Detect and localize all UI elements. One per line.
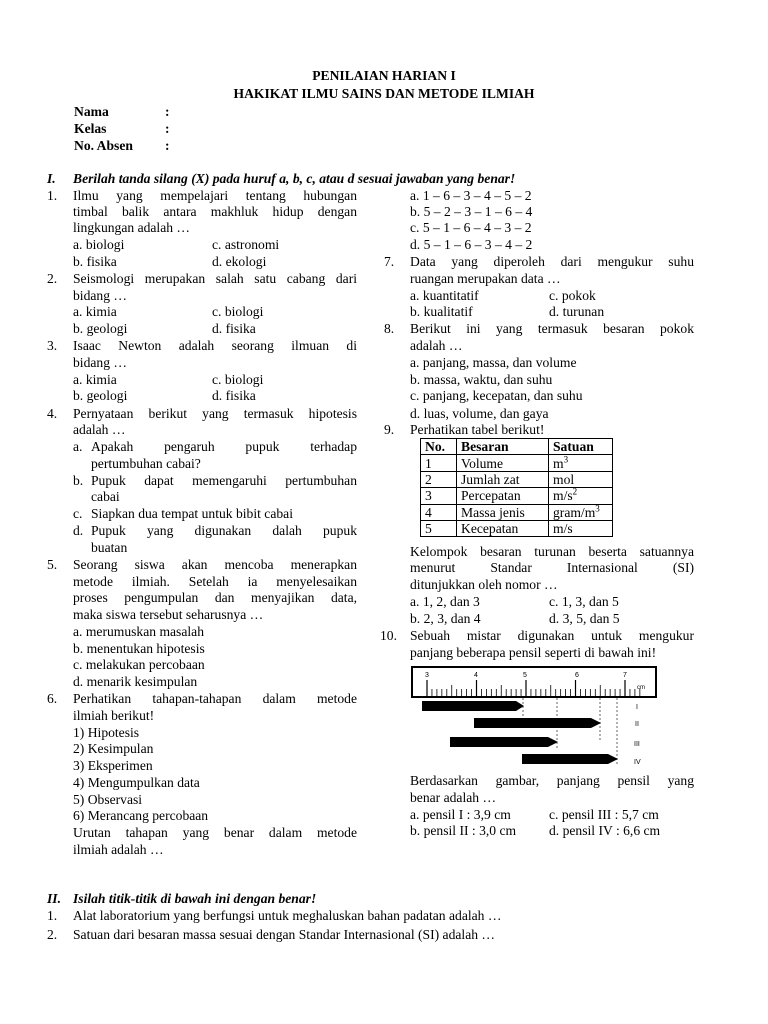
q4-option-a-text: Apakah pengaruh pupuk terhadap	[91, 439, 357, 454]
q4-option-a-letter: a.	[73, 439, 83, 454]
q6-step: 3) Eksperimen	[73, 758, 153, 773]
q6-text-line: ilmiah berikut!	[73, 708, 155, 723]
essay-1-number: 1.	[47, 908, 58, 923]
q7-option-c: c. pokok	[549, 288, 596, 303]
ruler-number: 4	[474, 672, 478, 679]
q5-text-line: maka siswa tersebut seharusnya …	[73, 607, 264, 622]
q5-option-c: c. melakukan percobaan	[73, 657, 205, 672]
q5-text-line: metode ilmiah. Setelah ia menyelesaikan	[73, 574, 357, 589]
q2-option-c: c. biologi	[212, 304, 264, 319]
table-cell-besaran: Massa jenis	[457, 504, 549, 520]
pencil-2	[474, 718, 601, 728]
q3-text-line: Isaac Newton adalah seorang ilmuan di	[73, 338, 357, 353]
no-absen-colon: :	[165, 138, 170, 153]
table-header-row	[421, 439, 613, 455]
ruler-number: 3	[425, 672, 429, 679]
q1-option-d: d. ekologi	[212, 254, 267, 269]
q6-step: 1) Hipotesis	[73, 725, 140, 740]
q10-after-line: Berdasarkan gambar, panjang pensil yang	[410, 773, 694, 788]
q6-text-line: Perhatikan tahapan-tahapan dalam metode	[73, 691, 357, 706]
q1-option-a: a. biologi	[73, 237, 125, 252]
q9-number: 9.	[384, 422, 395, 437]
table-row	[421, 504, 613, 520]
table-cell-besaran: Percepatan	[457, 488, 549, 504]
table-cell-no: 3	[421, 488, 457, 504]
q4-option-b-letter: b.	[73, 473, 84, 488]
q6-step: 5) Observasi	[73, 792, 143, 807]
q9-option-c: c. 1, 3, dan 5	[549, 594, 619, 609]
ruler-body	[412, 667, 656, 697]
table-cell-satuan: $m^3$	[549, 455, 613, 471]
q5-number: 5.	[47, 557, 58, 572]
q3-option-b: b. geologi	[73, 388, 128, 403]
q3-text-line: bidang …	[73, 355, 127, 370]
table-header-satuan: Satuan	[549, 439, 613, 455]
table-header-no: No.	[421, 439, 457, 455]
q4-option-d-letter: d.	[73, 523, 84, 538]
kelas-colon: :	[165, 121, 170, 136]
q5-option-a: a. merumuskan masalah	[73, 624, 204, 639]
q4-option-b-text: Pupuk dapat memengaruhi pertumbuhan	[91, 473, 357, 488]
q7-text-line: ruangan merupakan data …	[410, 271, 561, 286]
table-cell-no: 4	[421, 504, 457, 520]
q6-option-b: b. 5 – 2 – 3 – 1 – 6 – 4	[410, 204, 533, 219]
q2-option-d: d. fisika	[212, 321, 256, 336]
q10-number: 10.	[380, 628, 397, 643]
section-1-instruction: Berilah tanda silang (X) pada huruf a, b, c, atau d sesuai jawaban yang benar!	[73, 171, 516, 186]
q4-option-a-text: pertumbuhan cabai?	[91, 456, 201, 471]
pencil-label: IV	[634, 759, 641, 766]
q8-text-line: Berikut ini yang termasuk besaran pokok	[410, 321, 694, 336]
nama-colon: :	[165, 104, 170, 119]
q1-text-line: lingkungan adalah …	[73, 220, 191, 235]
ruler-pencil-figure	[408, 664, 666, 768]
q8-number: 8.	[384, 321, 395, 336]
table-row	[421, 488, 613, 504]
pencil-label: I	[636, 704, 638, 711]
q2-option-b: b. geologi	[73, 321, 128, 336]
q7-option-a: a. kuantitatif	[410, 288, 479, 303]
q6-step: 2) Kesimpulan	[73, 741, 154, 756]
essay-2-text: Satuan dari besaran massa sesuai dengan Standar Internasional (SI) adalah …	[73, 927, 496, 942]
table-cell-satuan: mol	[549, 471, 613, 487]
q8-option-b: b. massa, waktu, dan suhu	[410, 372, 553, 387]
section-2-instruction: Isilah titik-titik di bawah ini dengan benar!	[73, 891, 317, 906]
q8-option-a: a. panjang, massa, dan volume	[410, 355, 577, 370]
q4-number: 4.	[47, 406, 58, 421]
pencil-1	[422, 701, 524, 711]
q9-text-line: ditunjukkan oleh nomor …	[410, 577, 558, 592]
q10-option-c: c. pensil III : 5,7 cm	[549, 807, 659, 822]
q5-text-line: proses pengumpulan dan menyajikan data,	[73, 590, 357, 605]
q4-option-d-text: buatan	[91, 540, 128, 555]
q2-text-line: Seismologi merupakan salah satu cabang dari	[73, 271, 357, 286]
q3-option-a: a. kimia	[73, 372, 117, 387]
table-cell-no: 1	[421, 455, 457, 471]
q6-closing-line: ilmiah adalah …	[73, 842, 164, 857]
q2-number: 2.	[47, 271, 58, 286]
q2-text-line: bidang …	[73, 288, 127, 303]
pencil-4	[522, 754, 618, 764]
q8-option-d: d. luas, volume, dan gaya	[410, 406, 549, 421]
table-row	[421, 520, 613, 536]
q10-after-line: benar adalah …	[410, 790, 497, 805]
q3-number: 3.	[47, 338, 58, 353]
table-cell-besaran: Volume	[457, 455, 549, 471]
ruler-number: 6	[575, 672, 579, 679]
table-cell-satuan: gram/$m^3$	[549, 504, 613, 520]
q10-option-d: d. pensil IV : 6,6 cm	[549, 823, 661, 838]
q1-option-b: b. fisika	[73, 254, 117, 269]
page-title: PENILAIAN HARIAN I	[312, 68, 456, 83]
ruler-number: 7	[623, 672, 627, 679]
no-absen-label: No. Absen	[74, 138, 133, 153]
q5-text-line: Seorang siswa akan mencoba menerapkan	[73, 557, 357, 572]
q6-option-c: c. 5 – 1 – 6 – 4 – 3 – 2	[410, 220, 532, 235]
q7-text-line: Data yang diperoleh dari mengukur suhu	[410, 254, 694, 269]
q8-option-c: c. panjang, kecepatan, dan suhu	[410, 388, 583, 403]
q6-number: 6.	[47, 691, 58, 706]
q4-option-b-text: cabai	[91, 489, 120, 504]
pencil-label: III	[634, 741, 640, 748]
q9-text-line: Kelompok besaran turunan beserta satuannya	[410, 544, 694, 559]
nama-label: Nama	[74, 104, 109, 119]
kelas-label: Kelas	[74, 121, 107, 136]
q7-option-d: d. turunan	[549, 304, 605, 319]
q10-option-b: b. pensil II : 3,0 cm	[410, 823, 517, 838]
table-cell-satuan: $m/s^2$	[549, 488, 613, 504]
q9-intro: Perhatikan tabel berikut!	[410, 422, 545, 437]
q5-option-d: d. menarik kesimpulan	[73, 674, 198, 689]
q4-option-c-text: Siapkan dua tempat untuk bibit cabai	[91, 506, 293, 521]
q1-text-line: Ilmu yang mempelajari tentang hubungan	[73, 188, 357, 203]
essay-1-text: Alat laboratorium yang berfungsi untuk meghaluskan bahan padatan adalah …	[73, 908, 502, 923]
q6-closing-line: Urutan tahapan yang benar dalam metode	[73, 825, 357, 840]
table-cell-besaran: Kecepatan	[457, 520, 549, 536]
q7-number: 7.	[384, 254, 395, 269]
q1-number: 1.	[47, 188, 58, 203]
q4-text-line: adalah …	[73, 422, 126, 437]
q4-option-c-letter: c.	[73, 506, 83, 521]
q10-text-line: Sebuah mistar digunakan untuk mengukur	[410, 628, 694, 643]
pencil-label: II	[635, 721, 639, 728]
table-cell-besaran: Jumlah zat	[457, 471, 549, 487]
q6-step: 4) Mengumpulkan data	[73, 775, 200, 790]
q3-option-d: d. fisika	[212, 388, 256, 403]
q1-option-c: c. astronomi	[212, 237, 280, 252]
ruler-number: 5	[523, 672, 527, 679]
table-row	[421, 455, 613, 471]
pencil-3	[450, 737, 558, 747]
q5-option-b: b. menentukan hipotesis	[73, 641, 205, 656]
table-cell-no: 2	[421, 471, 457, 487]
q2-option-a: a. kimia	[73, 304, 117, 319]
essay-2-number: 2.	[47, 927, 58, 942]
q9-option-a: a. 1, 2, dan 3	[410, 594, 480, 609]
q9-option-b: b. 2, 3, dan 4	[410, 611, 481, 626]
q7-option-b: b. kualitatif	[410, 304, 473, 319]
q4-text-line: Pernyataan berikut yang termasuk hipotesis	[73, 406, 357, 421]
section-1-number: I.	[47, 171, 56, 186]
section-2-number: II.	[47, 891, 61, 906]
table-row	[421, 471, 613, 487]
q6-option-d: d. 5 – 1 – 6 – 3 – 4 – 2	[410, 237, 533, 252]
q1-text-line: timbal balik antara makhluk hidup dengan	[73, 204, 357, 219]
table-cell-no: 5	[421, 520, 457, 536]
q9-text-line: menurut Standar Internasional (SI)	[410, 560, 694, 575]
q10-text-line: panjang beberapa pensil seperti di bawah ini!	[410, 645, 657, 660]
q8-text-line: adalah …	[410, 338, 463, 353]
ruler-unit: cm	[637, 685, 645, 691]
q10-option-a: a. pensil I : 3,9 cm	[410, 807, 511, 822]
q9-option-d: d. 3, 5, dan 5	[549, 611, 620, 626]
q6-step: 6) Merancang percobaan	[73, 808, 209, 823]
q4-option-d-text: Pupuk yang digunakan dalah pupuk	[91, 523, 357, 538]
q3-option-c: c. biologi	[212, 372, 264, 387]
table-header-besaran: Besaran	[457, 439, 549, 455]
besaran-table	[420, 438, 613, 537]
q6-option-a: a. 1 – 6 – 3 – 4 – 5 – 2	[410, 188, 532, 203]
table-cell-satuan: m/s	[549, 520, 613, 536]
page-subtitle: HAKIKAT ILMU SAINS DAN METODE ILMIAH	[233, 86, 535, 101]
